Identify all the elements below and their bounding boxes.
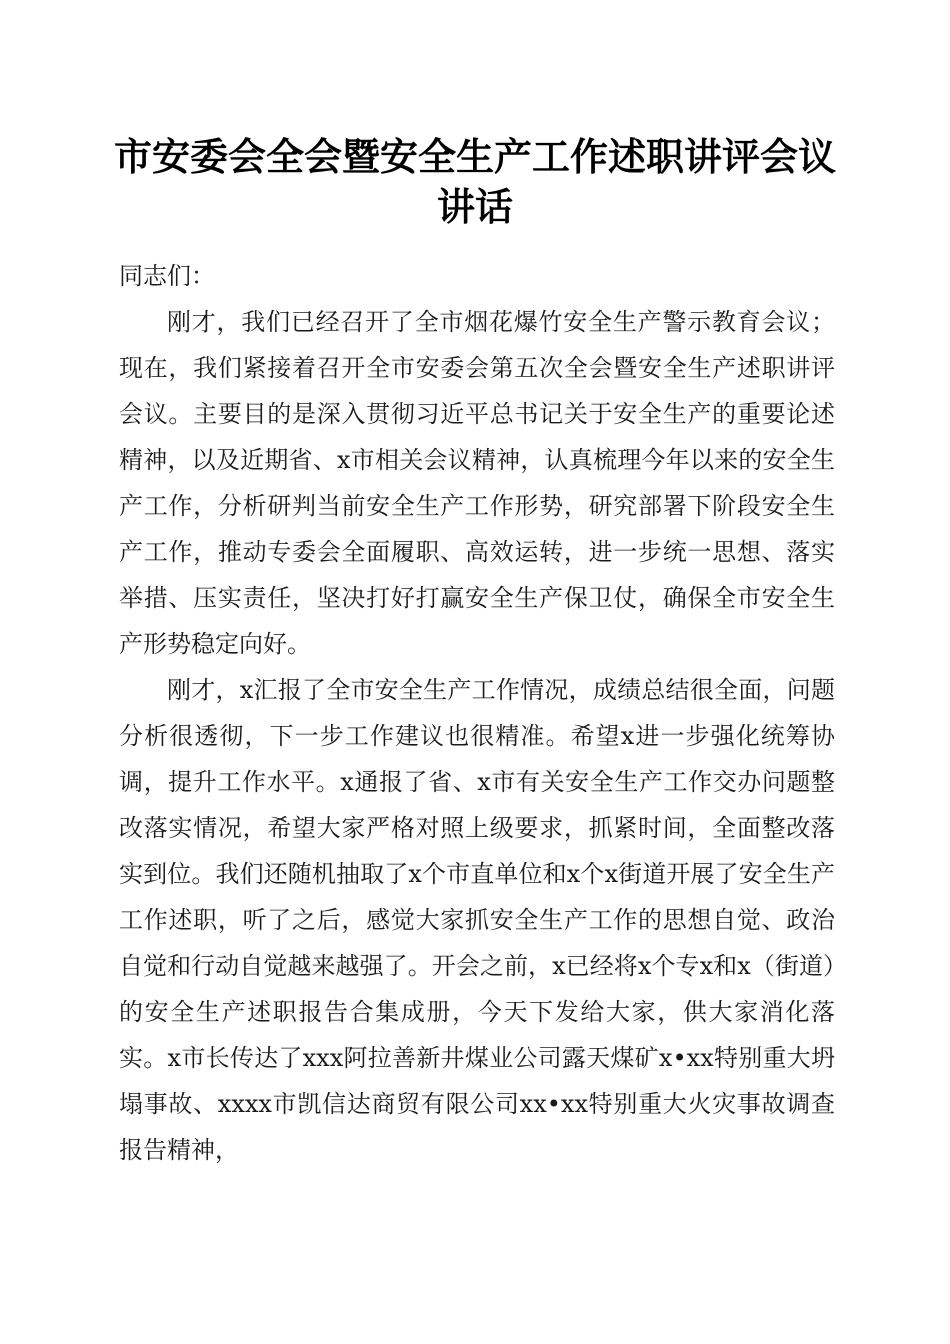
paragraph-2: 刚才，x汇报了全市安全生产工作情况，成绩总结很全面，问题分析很透彻，下一步工作建议也很精准。希望x进一步强化统筹协调，提升工作水平。x通报了省、x市有关安全生产工作交办问题整改落实情况，希望大家严格对照上级要求，抓紧时间，全面整改落实到位。我们还随机抽取了x个市直单位和x个x街道开展了安全生产工作述职，听了之后，感觉大家抓安全生产工作的思想自觉、政治自觉和行动自觉越来越强了。开会之前，x已经将x个专x和x（街道）的安全生产述职报告合集成册，今天下发给大家，供大家消化落实。x市长传达了xxx阿拉善新井煤业公司露天煤矿x•xx特别重大坍塌事故、xxxx市凯信达商贸有限公司xx•xx特别重大火灾事故调查报告精神，: [119, 676, 835, 1164]
document-title: 市安委会全会暨安全生产工作述职讲评会议讲话: [113, 134, 836, 229]
paragraph-1: 刚才，我们已经召开了全市烟花爆竹安全生产警示教育会议；现在，我们紧接着召开全市安委会第五次全会暨安全生产述职讲评会议。主要目的是深入贯彻习近平总书记关于安全生产的重要论述精神，以及近期省、x市相关会议精神，认真梳理今年以来的安全生产工作，分析研判当前安全生产工作形势，研究部署下阶段安全生产工作，推动专委会全面履职、高效运转，进一步统一思想、落实举措、压实责任，坚决打好打赢安全生产保卫仗，确保全市安全生产形势稳定向好。: [119, 308, 835, 658]
document-body: [119, 253, 835, 1173]
salutation: 同志们：: [119, 262, 215, 290]
